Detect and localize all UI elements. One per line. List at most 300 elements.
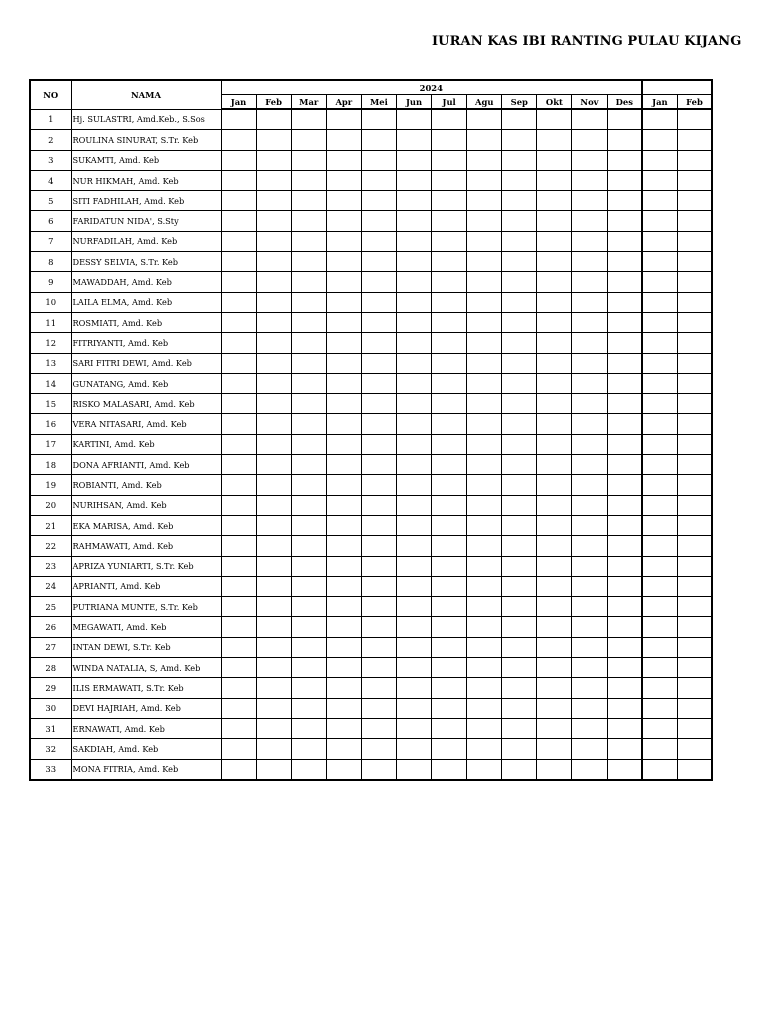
document-title: IURAN KAS IBI RANTING PULAU KIJANG bbox=[432, 34, 742, 49]
payment-cell bbox=[502, 637, 537, 657]
payment-cell bbox=[361, 475, 396, 495]
payment-cell bbox=[467, 739, 502, 759]
header-next-year bbox=[642, 80, 712, 95]
payment-cell bbox=[432, 576, 467, 596]
header-month: Jun bbox=[396, 95, 431, 110]
payment-cell bbox=[537, 759, 572, 780]
payment-cell bbox=[467, 495, 502, 515]
table-row bbox=[30, 231, 712, 251]
table-row bbox=[30, 637, 712, 657]
payment-cell bbox=[326, 292, 361, 312]
payment-cell bbox=[256, 576, 291, 596]
payment-cell bbox=[361, 394, 396, 414]
payment-cell bbox=[607, 718, 642, 738]
payment-cell bbox=[396, 455, 431, 475]
payment-cell bbox=[502, 617, 537, 637]
payment-cell bbox=[396, 170, 431, 190]
payment-cell bbox=[432, 231, 467, 251]
payment-cell bbox=[326, 150, 361, 170]
payment-cell bbox=[221, 759, 256, 780]
payment-cell bbox=[432, 495, 467, 515]
payment-cell bbox=[572, 637, 607, 657]
payment-cell bbox=[607, 759, 642, 780]
row-number: 31 bbox=[30, 718, 71, 738]
payment-cell bbox=[467, 475, 502, 495]
payment-cell bbox=[642, 718, 677, 738]
payment-cell bbox=[396, 576, 431, 596]
payment-cell bbox=[502, 556, 537, 576]
payment-cell bbox=[467, 414, 502, 434]
payment-cell bbox=[677, 434, 712, 454]
payment-cell bbox=[572, 759, 607, 780]
payment-cell bbox=[361, 556, 396, 576]
table-row bbox=[30, 718, 712, 738]
payment-cell bbox=[607, 109, 642, 130]
payment-cell bbox=[607, 536, 642, 556]
payment-cell bbox=[607, 150, 642, 170]
payment-cell bbox=[291, 718, 326, 738]
payment-cell bbox=[432, 434, 467, 454]
payment-cell bbox=[537, 353, 572, 373]
header-month: Jan bbox=[221, 95, 256, 110]
payment-cell bbox=[537, 109, 572, 130]
payment-cell bbox=[291, 414, 326, 434]
payment-cell bbox=[256, 333, 291, 353]
table-row bbox=[30, 556, 712, 576]
header-month: Agu bbox=[467, 95, 502, 110]
payment-cell bbox=[607, 211, 642, 231]
payment-cell bbox=[256, 434, 291, 454]
payment-cell bbox=[432, 617, 467, 637]
payment-cell bbox=[221, 150, 256, 170]
payment-cell bbox=[361, 718, 396, 738]
member-name: FARIDATUN NIDA', S.Sty bbox=[71, 211, 221, 231]
payment-cell bbox=[361, 170, 396, 190]
payment-cell bbox=[361, 515, 396, 535]
payment-cell bbox=[677, 455, 712, 475]
payment-cell bbox=[256, 191, 291, 211]
payment-cell bbox=[572, 495, 607, 515]
payment-cell bbox=[396, 211, 431, 231]
payment-cell bbox=[467, 718, 502, 738]
payment-cell bbox=[502, 312, 537, 332]
payment-cell bbox=[502, 678, 537, 698]
payment-cell bbox=[607, 130, 642, 150]
payment-cell bbox=[432, 414, 467, 434]
payment-cell bbox=[607, 252, 642, 272]
payment-cell bbox=[326, 353, 361, 373]
row-number: 27 bbox=[30, 637, 71, 657]
row-number: 20 bbox=[30, 495, 71, 515]
payment-cell bbox=[642, 556, 677, 576]
payment-cell bbox=[467, 394, 502, 414]
payment-cell bbox=[677, 109, 712, 130]
member-name: NUR HIKMAH, Amd. Keb bbox=[71, 170, 221, 190]
payment-cell bbox=[502, 658, 537, 678]
payment-cell bbox=[221, 434, 256, 454]
payment-cell bbox=[502, 739, 537, 759]
payment-cell bbox=[502, 150, 537, 170]
payment-cell bbox=[291, 536, 326, 556]
payment-cell bbox=[502, 576, 537, 596]
table-row bbox=[30, 576, 712, 596]
payment-cell bbox=[572, 515, 607, 535]
payment-cell bbox=[642, 231, 677, 251]
payment-cell bbox=[677, 637, 712, 657]
payment-cell bbox=[326, 515, 361, 535]
payment-cell bbox=[291, 637, 326, 657]
header-month: Apr bbox=[326, 95, 361, 110]
payment-cell bbox=[642, 576, 677, 596]
payment-cell bbox=[432, 252, 467, 272]
payment-cell bbox=[291, 272, 326, 292]
row-number: 26 bbox=[30, 617, 71, 637]
payment-cell bbox=[291, 373, 326, 393]
payment-cell bbox=[326, 434, 361, 454]
payment-cell bbox=[221, 211, 256, 231]
payment-cell bbox=[607, 434, 642, 454]
payment-cell bbox=[642, 495, 677, 515]
payment-cell bbox=[467, 455, 502, 475]
payment-cell bbox=[326, 576, 361, 596]
payment-cell bbox=[396, 373, 431, 393]
member-name: DEVI HAJRIAH, Amd. Keb bbox=[71, 698, 221, 718]
payment-cell bbox=[677, 556, 712, 576]
payment-cell bbox=[607, 515, 642, 535]
payment-cell bbox=[221, 718, 256, 738]
payment-cell bbox=[326, 658, 361, 678]
payment-cell bbox=[467, 698, 502, 718]
payment-cell bbox=[326, 617, 361, 637]
payment-cell bbox=[221, 231, 256, 251]
payment-cell bbox=[642, 698, 677, 718]
table-row bbox=[30, 536, 712, 556]
payment-cell bbox=[291, 556, 326, 576]
payment-cell bbox=[361, 211, 396, 231]
payment-cell bbox=[677, 718, 712, 738]
payment-cell bbox=[607, 170, 642, 190]
payment-cell bbox=[607, 637, 642, 657]
payment-cell bbox=[221, 191, 256, 211]
payment-cell bbox=[467, 191, 502, 211]
member-name: ROBIANTI, Amd. Keb bbox=[71, 475, 221, 495]
header-no: NO bbox=[30, 80, 71, 109]
payment-cell bbox=[361, 150, 396, 170]
payment-cell bbox=[221, 414, 256, 434]
payment-cell bbox=[256, 455, 291, 475]
table-row bbox=[30, 759, 712, 780]
payment-cell bbox=[256, 678, 291, 698]
row-number: 5 bbox=[30, 191, 71, 211]
payment-cell bbox=[642, 536, 677, 556]
payment-cell bbox=[432, 597, 467, 617]
payment-cell bbox=[607, 292, 642, 312]
member-name: ILIS ERMAWATI, S.Tr. Keb bbox=[71, 678, 221, 698]
member-name: RISKO MALASARI, Amd. Keb bbox=[71, 394, 221, 414]
member-name: ROSMIATI, Amd. Keb bbox=[71, 312, 221, 332]
payment-cell bbox=[572, 333, 607, 353]
payment-cell bbox=[396, 617, 431, 637]
payment-cell bbox=[502, 414, 537, 434]
payment-cell bbox=[361, 272, 396, 292]
payment-cell bbox=[221, 556, 256, 576]
member-name: NURFADILAH, Amd. Keb bbox=[71, 231, 221, 251]
payment-cell bbox=[607, 455, 642, 475]
payment-cell bbox=[326, 333, 361, 353]
payment-cell bbox=[572, 373, 607, 393]
payment-cell bbox=[572, 455, 607, 475]
payment-cell bbox=[221, 739, 256, 759]
table-row bbox=[30, 434, 712, 454]
payment-cell bbox=[642, 292, 677, 312]
payment-cell bbox=[396, 658, 431, 678]
payment-cell bbox=[467, 130, 502, 150]
payment-cell bbox=[326, 312, 361, 332]
payment-cell bbox=[326, 252, 361, 272]
payment-cell bbox=[607, 698, 642, 718]
payment-cell bbox=[432, 536, 467, 556]
payment-cell bbox=[361, 536, 396, 556]
payment-cell bbox=[642, 739, 677, 759]
payment-cell bbox=[361, 312, 396, 332]
payment-cell bbox=[537, 515, 572, 535]
payment-cell bbox=[396, 739, 431, 759]
payment-cell bbox=[537, 576, 572, 596]
table-row bbox=[30, 353, 712, 373]
row-number: 7 bbox=[30, 231, 71, 251]
payment-cell bbox=[467, 759, 502, 780]
payment-cell bbox=[572, 658, 607, 678]
payment-cell bbox=[396, 678, 431, 698]
payment-cell bbox=[361, 434, 396, 454]
payment-cell bbox=[502, 130, 537, 150]
payment-cell bbox=[537, 556, 572, 576]
payment-cell bbox=[642, 394, 677, 414]
payment-cell bbox=[677, 739, 712, 759]
payment-cell bbox=[361, 292, 396, 312]
table-header bbox=[30, 80, 712, 109]
payment-cell bbox=[677, 170, 712, 190]
payment-cell bbox=[256, 698, 291, 718]
payment-cell bbox=[221, 170, 256, 190]
header-month: Mar bbox=[291, 95, 326, 110]
row-number: 30 bbox=[30, 698, 71, 718]
header-month: Des bbox=[607, 95, 642, 110]
payment-cell bbox=[361, 333, 396, 353]
payment-cell bbox=[326, 272, 361, 292]
payment-cell bbox=[361, 617, 396, 637]
payment-cell bbox=[642, 597, 677, 617]
payment-cell bbox=[537, 495, 572, 515]
table-row bbox=[30, 312, 712, 332]
payment-cell bbox=[361, 698, 396, 718]
payment-cell bbox=[677, 617, 712, 637]
payment-cell bbox=[502, 455, 537, 475]
payment-cell bbox=[642, 191, 677, 211]
member-name: NURIHSAN, Amd. Keb bbox=[71, 495, 221, 515]
payment-cell bbox=[326, 698, 361, 718]
payment-cell bbox=[572, 617, 607, 637]
payment-cell bbox=[677, 272, 712, 292]
payment-cell bbox=[432, 272, 467, 292]
member-name: MAWADDAH, Amd. Keb bbox=[71, 272, 221, 292]
payment-cell bbox=[291, 150, 326, 170]
table-row bbox=[30, 292, 712, 312]
member-name: RAHMAWATI, Amd. Keb bbox=[71, 536, 221, 556]
payment-cell bbox=[291, 312, 326, 332]
payment-cell bbox=[607, 394, 642, 414]
member-name: SARI FITRI DEWI, Amd. Keb bbox=[71, 353, 221, 373]
row-number: 1 bbox=[30, 109, 71, 130]
payment-cell bbox=[361, 109, 396, 130]
payment-cell bbox=[221, 658, 256, 678]
payment-cell bbox=[572, 191, 607, 211]
payment-cell bbox=[607, 658, 642, 678]
payment-cell bbox=[537, 455, 572, 475]
payment-cell bbox=[256, 231, 291, 251]
payment-cell bbox=[361, 678, 396, 698]
payment-cell bbox=[291, 455, 326, 475]
payment-cell bbox=[572, 130, 607, 150]
payment-cell bbox=[677, 658, 712, 678]
payment-cell bbox=[467, 434, 502, 454]
payment-cell bbox=[361, 637, 396, 657]
payment-cell bbox=[677, 515, 712, 535]
payment-cell bbox=[572, 394, 607, 414]
payment-cell bbox=[326, 191, 361, 211]
payment-cell bbox=[537, 150, 572, 170]
payment-cell bbox=[467, 617, 502, 637]
payment-cell bbox=[221, 272, 256, 292]
payment-cell bbox=[291, 617, 326, 637]
member-name: SUKAMTI, Amd. Keb bbox=[71, 150, 221, 170]
member-name: DONA AFRIANTI, Amd. Keb bbox=[71, 455, 221, 475]
payment-cell bbox=[677, 394, 712, 414]
payment-cell bbox=[537, 292, 572, 312]
payment-cell bbox=[256, 536, 291, 556]
table-row bbox=[30, 373, 712, 393]
payment-cell bbox=[396, 231, 431, 251]
payment-cell bbox=[502, 698, 537, 718]
table-row bbox=[30, 130, 712, 150]
payment-cell bbox=[256, 617, 291, 637]
payment-cell bbox=[361, 576, 396, 596]
payment-cell bbox=[326, 414, 361, 434]
payment-cell bbox=[642, 150, 677, 170]
payment-cell bbox=[256, 373, 291, 393]
payment-cell bbox=[221, 333, 256, 353]
table-row bbox=[30, 170, 712, 190]
payment-cell bbox=[291, 109, 326, 130]
payment-cell bbox=[467, 556, 502, 576]
payment-cell bbox=[291, 515, 326, 535]
member-name: WINDA NATALIA, S, Amd. Keb bbox=[71, 658, 221, 678]
payment-cell bbox=[256, 353, 291, 373]
payment-cell bbox=[291, 739, 326, 759]
table-row bbox=[30, 617, 712, 637]
payment-cell bbox=[432, 739, 467, 759]
payment-cell bbox=[607, 312, 642, 332]
table-body bbox=[30, 109, 712, 780]
payment-cell bbox=[256, 170, 291, 190]
table-row bbox=[30, 211, 712, 231]
payment-cell bbox=[291, 495, 326, 515]
payment-cell bbox=[502, 333, 537, 353]
member-name: APRIZA YUNIARTI, S.Tr. Keb bbox=[71, 556, 221, 576]
table-row bbox=[30, 495, 712, 515]
payment-cell bbox=[537, 414, 572, 434]
payment-cell bbox=[221, 475, 256, 495]
payment-cell bbox=[256, 637, 291, 657]
payment-cell bbox=[361, 455, 396, 475]
row-number: 4 bbox=[30, 170, 71, 190]
payment-cell bbox=[502, 252, 537, 272]
payment-cell bbox=[502, 515, 537, 535]
payment-cell bbox=[396, 394, 431, 414]
payment-cell bbox=[221, 455, 256, 475]
payment-cell bbox=[256, 130, 291, 150]
payment-cell bbox=[467, 312, 502, 332]
payment-cell bbox=[677, 231, 712, 251]
header-month: Sep bbox=[502, 95, 537, 110]
payment-cell bbox=[642, 353, 677, 373]
payment-cell bbox=[291, 353, 326, 373]
payment-cell bbox=[361, 759, 396, 780]
payment-cell bbox=[572, 312, 607, 332]
payment-cell bbox=[607, 191, 642, 211]
payment-cell bbox=[326, 495, 361, 515]
payment-cell bbox=[396, 333, 431, 353]
payment-cell bbox=[467, 536, 502, 556]
payment-cell bbox=[502, 211, 537, 231]
table-row bbox=[30, 333, 712, 353]
payment-cell bbox=[396, 130, 431, 150]
payment-cell bbox=[502, 495, 537, 515]
payment-cell bbox=[537, 272, 572, 292]
payment-cell bbox=[572, 292, 607, 312]
payment-cell bbox=[396, 637, 431, 657]
payment-cell bbox=[432, 150, 467, 170]
payment-cell bbox=[291, 678, 326, 698]
payment-cell bbox=[537, 130, 572, 150]
member-name: INTAN DEWI, S.Tr. Keb bbox=[71, 637, 221, 657]
payment-cell bbox=[396, 414, 431, 434]
payment-cell bbox=[642, 312, 677, 332]
payment-cell bbox=[291, 333, 326, 353]
payment-cell bbox=[256, 252, 291, 272]
payment-cell bbox=[572, 678, 607, 698]
payment-cell bbox=[361, 130, 396, 150]
payment-cell bbox=[677, 576, 712, 596]
payment-cell bbox=[537, 658, 572, 678]
payment-cell bbox=[572, 434, 607, 454]
member-name: SAKDIAH, Amd. Keb bbox=[71, 739, 221, 759]
payment-cell bbox=[677, 211, 712, 231]
payment-cell bbox=[221, 597, 256, 617]
payment-cell bbox=[326, 637, 361, 657]
payment-cell bbox=[607, 495, 642, 515]
member-name: MEGAWATI, Amd. Keb bbox=[71, 617, 221, 637]
payment-cell bbox=[361, 414, 396, 434]
payment-cell bbox=[291, 292, 326, 312]
payment-cell bbox=[642, 272, 677, 292]
member-name: VERA NITASARI, Amd. Keb bbox=[71, 414, 221, 434]
payment-cell bbox=[572, 718, 607, 738]
payment-cell bbox=[572, 576, 607, 596]
payment-cell bbox=[502, 292, 537, 312]
table-row bbox=[30, 597, 712, 617]
row-number: 21 bbox=[30, 515, 71, 535]
